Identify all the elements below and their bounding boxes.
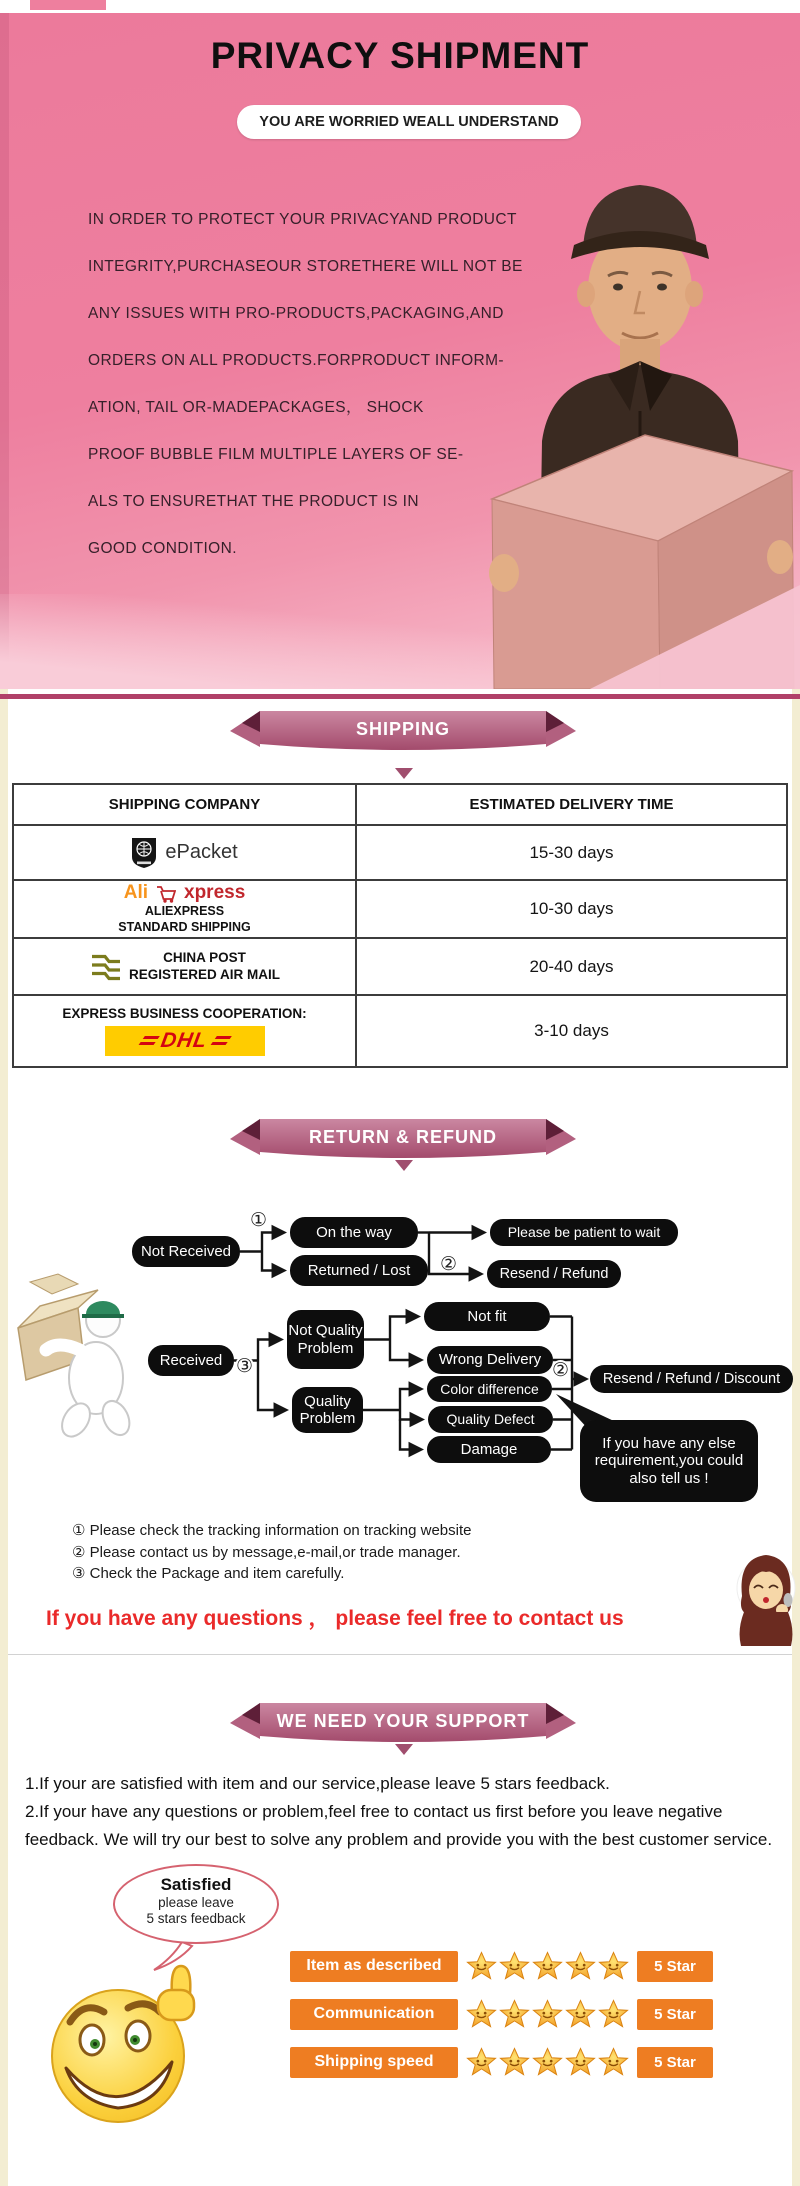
bubble-line1: please leave	[158, 1895, 234, 1910]
five-star-tag: 5 Star	[637, 1999, 713, 2030]
dhl-row-label: EXPRESS BUSINESS COOPERATION:	[62, 1006, 307, 1021]
flow-quality-defect: Quality Defect	[428, 1406, 553, 1433]
table-row-epacket	[14, 824, 786, 879]
cart-icon	[156, 884, 176, 903]
flow-damage: Damage	[427, 1436, 551, 1463]
star-icon	[598, 2047, 629, 2078]
section-divider	[8, 1654, 792, 1655]
five-star-tag: 5 Star	[637, 2047, 713, 2078]
star-icon	[565, 1999, 596, 2030]
epacket-label: ePacket	[165, 841, 238, 863]
top-pink-tab	[30, 0, 106, 10]
star-icon	[466, 2047, 497, 2078]
note-line-2: ② Please contact us by message,e-mail,or trade manager.	[72, 1543, 461, 1561]
aliexpress-time: 10-30 days	[529, 899, 614, 918]
triangle-down-icon	[395, 1160, 413, 1171]
triangle-down-icon	[395, 1744, 413, 1755]
flow-be-patient: Please be patient to wait	[490, 1219, 678, 1246]
triangle-down-icon	[395, 768, 413, 779]
col-header-shipping-company: SHIPPING COMPANY	[14, 785, 357, 824]
circled-3-label: ③	[236, 1355, 254, 1377]
epacket-time: 15-30 days	[529, 842, 614, 862]
table-row-aliexpress	[14, 879, 786, 937]
star-icon	[499, 1999, 530, 2030]
star-icon	[499, 2047, 530, 2078]
shipping-banner-title: SHIPPING	[355, 719, 451, 739]
dhl-stripes-left	[138, 1036, 161, 1047]
star-icon	[532, 2047, 563, 2078]
star-icon	[499, 1951, 530, 1982]
table-row-china-post	[14, 937, 786, 994]
table-header-row	[14, 785, 786, 824]
customer-service-girl-icon	[735, 1550, 797, 1646]
hero-line: PROOF BUBBLE FILM MULTIPLE LAYERS OF SE-	[88, 446, 464, 463]
return-refund-banner-title: RETURN & REFUND	[309, 1127, 497, 1147]
shipping-table	[12, 783, 788, 1068]
privacy-shipment-hero	[0, 13, 800, 689]
dhl-stripes-right	[209, 1036, 232, 1047]
contact-us-text: If you have any questions ， please feel free to contact us	[46, 1607, 624, 1630]
five-star-tag: 5 Star	[637, 1951, 713, 1982]
flow-notes	[72, 1520, 471, 1585]
note-line-3: ③ Check the Package and item carefully.	[72, 1565, 345, 1582]
flow-resend-refund-discount: Resend / Refund / Discount	[590, 1365, 793, 1393]
star-icon	[565, 2047, 596, 2078]
rating-label: Shipping speed	[290, 2047, 458, 2078]
support-line-2: 2.If your have any questions or problem,feel free to contact us first before you leave negative feedback. We will try our best to solve any problem and provide you with the best customer service.	[25, 1802, 773, 1849]
hero-badge-pill: YOU ARE WORRIED WEALL UNDERSTAND	[237, 105, 581, 139]
shipping-ribbon	[228, 706, 578, 754]
dhl-time: 3-10 days	[534, 1021, 609, 1040]
star-icon	[532, 1951, 563, 1982]
star-icon	[466, 1999, 497, 2030]
rating-row-item-as-described	[290, 1950, 730, 1982]
hero-line: ATION, TAIL OR-MADEPACKAGES， SHOCK	[88, 399, 424, 416]
hero-paragraph	[88, 196, 558, 572]
china-post-logo-icon	[89, 952, 123, 982]
satisfied-speech-bubble	[113, 1864, 279, 1944]
hero-line: IN ORDER TO PROTECT YOUR PRIVACYAND PRODUCT	[88, 211, 517, 228]
star-icon	[598, 1951, 629, 1982]
smiley-thumbs-up-icon	[40, 1958, 212, 2130]
return-refund-ribbon	[228, 1114, 578, 1162]
aliexpress-logo-ali: Ali	[123, 882, 148, 904]
aliexpress-line2: STANDARD SHIPPING	[118, 920, 251, 934]
flow-not-received: Not Received	[132, 1236, 240, 1267]
top-strip	[0, 0, 800, 13]
flow-returned-lost: Returned / Lost	[290, 1255, 428, 1286]
hero-title: PRIVACY SHIPMENT	[210, 35, 590, 76]
hero-line: INTEGRITY,PURCHASEOUR STORETHERE WILL NOT BE	[88, 258, 523, 275]
hero-line: ORDERS ON ALL PRODUCTS.FORPRODUCT INFORM-	[88, 352, 504, 369]
five-stars	[466, 1999, 629, 2030]
bubble-line2: 5 stars feedback	[146, 1911, 246, 1926]
flow-on-the-way: On the way	[290, 1217, 418, 1248]
support-banner-title: WE NEED YOUR SUPPORT	[276, 1711, 530, 1731]
star-icon	[565, 1951, 596, 1982]
support-ribbon	[228, 1698, 578, 1746]
rating-label: Item as described	[290, 1951, 458, 1982]
china-post-line2: REGISTERED AIR MAIL	[128, 966, 280, 982]
flow-quality-problem: Quality Problem	[292, 1387, 363, 1433]
circled-2-label: ②	[552, 1359, 570, 1381]
hero-line: GOOD CONDITION.	[88, 540, 237, 557]
aliexpress-line1: ALIEXPRESS	[144, 904, 225, 919]
rating-label: Communication	[290, 1999, 458, 2030]
five-stars	[466, 2047, 629, 2078]
support-line-1: 1.If your are satisfied with item and our service,please leave 5 stars feedback.	[25, 1774, 610, 1793]
aliexpress-logo-xpress: xpress	[184, 882, 246, 904]
flow-color-difference: Color difference	[427, 1376, 552, 1402]
china-post-line1: CHINA POST	[163, 949, 246, 965]
circled-1-label: ①	[250, 1209, 268, 1231]
table-row-dhl	[14, 994, 786, 1066]
hero-line: ALS TO ENSURETHAT THE PRODUCT IS IN	[88, 493, 419, 510]
star-icon	[598, 1999, 629, 2030]
flow-received: Received	[148, 1345, 234, 1376]
china-post-time: 20-40 days	[529, 956, 614, 976]
rating-row-communication	[290, 1998, 730, 2030]
flow-not-quality-problem: Not Quality Problem	[287, 1310, 364, 1369]
flow-resend-refund: Resend / Refund	[487, 1260, 621, 1288]
star-icon	[532, 1999, 563, 2030]
note-line-1: ① Please check the tracking information on tracking website	[72, 1522, 472, 1539]
five-stars	[466, 1951, 629, 1982]
flow-wrong-delivery: Wrong Delivery	[427, 1346, 553, 1374]
epacket-logo-icon	[131, 837, 157, 869]
speech-bubble-tail-icon	[152, 1940, 194, 1972]
hero-divider-rule	[0, 694, 800, 699]
support-paragraph	[25, 1770, 787, 1854]
hero-line: ANY ISSUES WITH PRO-PRODUCTS,PACKAGING,AND	[88, 305, 504, 322]
circled-2-label: ②	[440, 1253, 458, 1275]
star-icon	[466, 1951, 497, 1982]
col-header-delivery-time: ESTIMATED DELIVERY TIME	[469, 796, 674, 813]
bubble-title: Satisfied	[160, 1875, 232, 1894]
flow-not-fit: Not fit	[424, 1302, 550, 1331]
dhl-logo-text: DHL	[159, 1029, 210, 1052]
flow-else-requirement-bubble: If you have any else requirement,you could also tell us !	[580, 1420, 758, 1502]
rating-row-shipping-speed	[290, 2046, 730, 2078]
dhl-logo	[105, 1026, 265, 1056]
aliexpress-logo	[124, 882, 246, 904]
